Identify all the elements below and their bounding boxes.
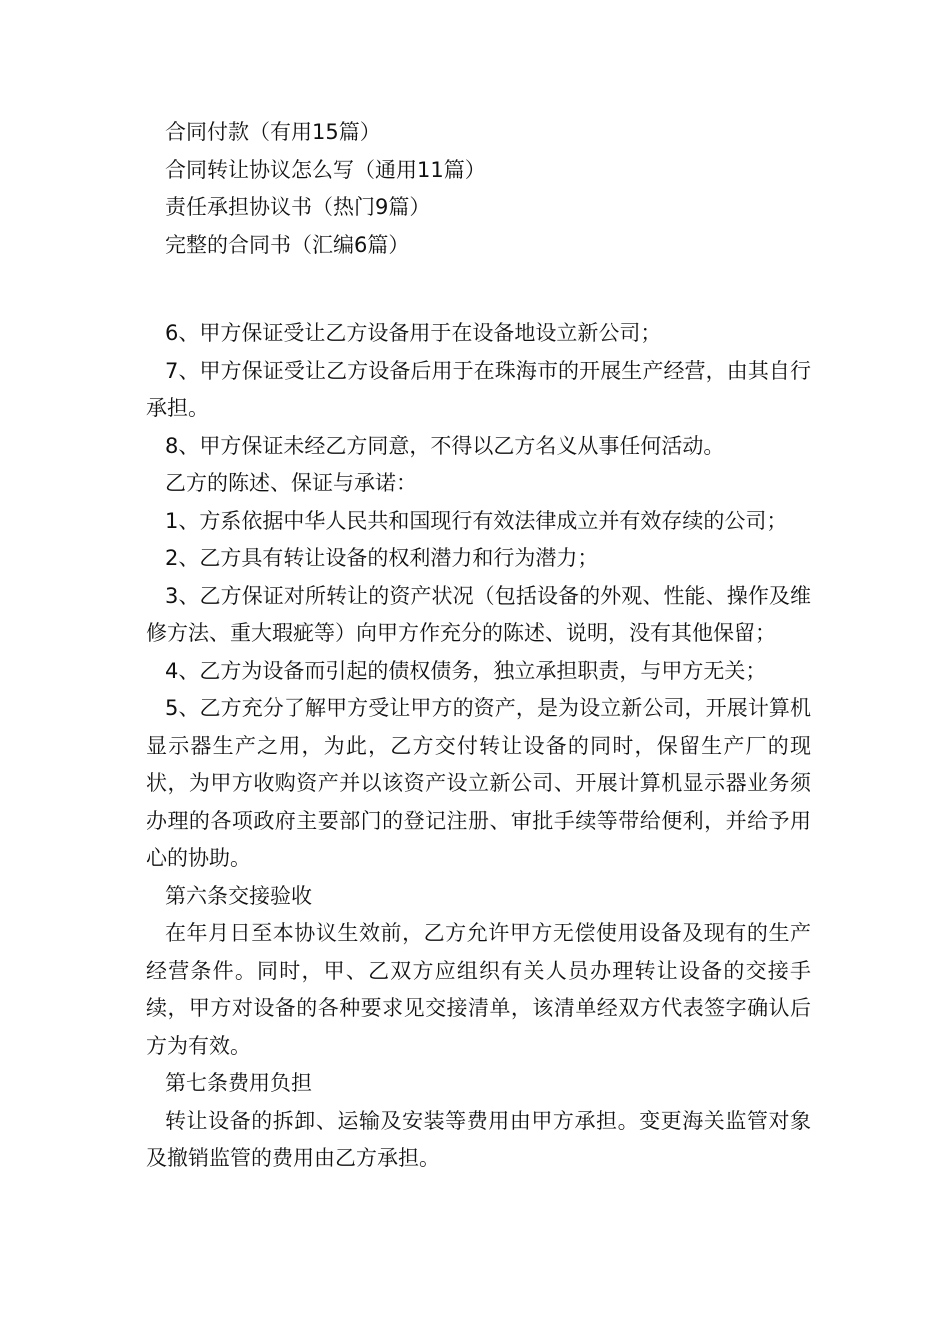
- related-article-link[interactable]: 合同付款（有用15篇）: [165, 120, 381, 144]
- clause-paragraph: 5、乙方充分了解甲方受让甲方的资产，是为设立新公司，开展计算机显示器生产之用，为此，乙方交付转让设备的同时，保留生产厂的现状，为甲方收购资产并以该资产设立新公司、开展计算机显示器业务须办理的各项政府主要部门的登记注册、审批手续等带给便利，并给予用心的协助。: [146, 696, 811, 870]
- article-heading: 第六条交接验收: [165, 883, 312, 908]
- related-article-link[interactable]: 责任承担协议书（热门9篇）: [165, 195, 431, 219]
- document-page: [146, 114, 811, 1178]
- related-article-link[interactable]: 合同转让协议怎么写（通用11篇）: [165, 157, 486, 182]
- article-heading: 第七条费用负担: [165, 1071, 312, 1095]
- clause-paragraph: 在年月日至本协议生效前，乙方允许甲方无偿使用设备及现有的生产经营条件。同时，甲、乙双方应组织有关人员办理转让设备的交接手续，甲方对设备的各种要求见交接清单，该清单经双方代表签字确认后方为有效。: [146, 921, 811, 1058]
- section-heading: 乙方的陈述、保证与承诺：: [165, 471, 417, 495]
- clause-paragraph: 3、乙方保证对所转让的资产状况（包括设备的外观、性能、操作及维修方法、重大瑕疵等）向甲方作充分的陈述、说明，没有其他保留；: [146, 583, 811, 645]
- related-article-link[interactable]: 完整的合同书（汇编6篇）: [165, 232, 410, 257]
- related-articles-list: [146, 114, 811, 264]
- clause-paragraph: 7、甲方保证受让乙方设备后用于在珠海市的开展生产经营，由其自行承担。: [146, 358, 811, 420]
- clause-paragraph: 4、乙方为设备而引起的债权债务，独立承担职责，与甲方无关；: [165, 658, 767, 683]
- document-body: [146, 315, 811, 1178]
- clause-paragraph: 6、甲方保证受让乙方设备用于在设备地设立新公司；: [165, 321, 662, 345]
- spacer: [146, 264, 811, 315]
- clause-paragraph: 2、乙方具有转让设备的权利潜力和行为潜力；: [165, 546, 599, 570]
- clause-paragraph: 8、甲方保证未经乙方同意，不得以乙方名义从事任何活动。: [165, 433, 725, 458]
- clause-paragraph: 1、方系依据中华人民共和国现行有效法律成立并有效存续的公司；: [165, 508, 788, 533]
- clause-paragraph: 转让设备的拆卸、运输及安装等费用由甲方承担。变更海关监管对象及撤销监管的费用由乙方承担。: [146, 1108, 811, 1170]
